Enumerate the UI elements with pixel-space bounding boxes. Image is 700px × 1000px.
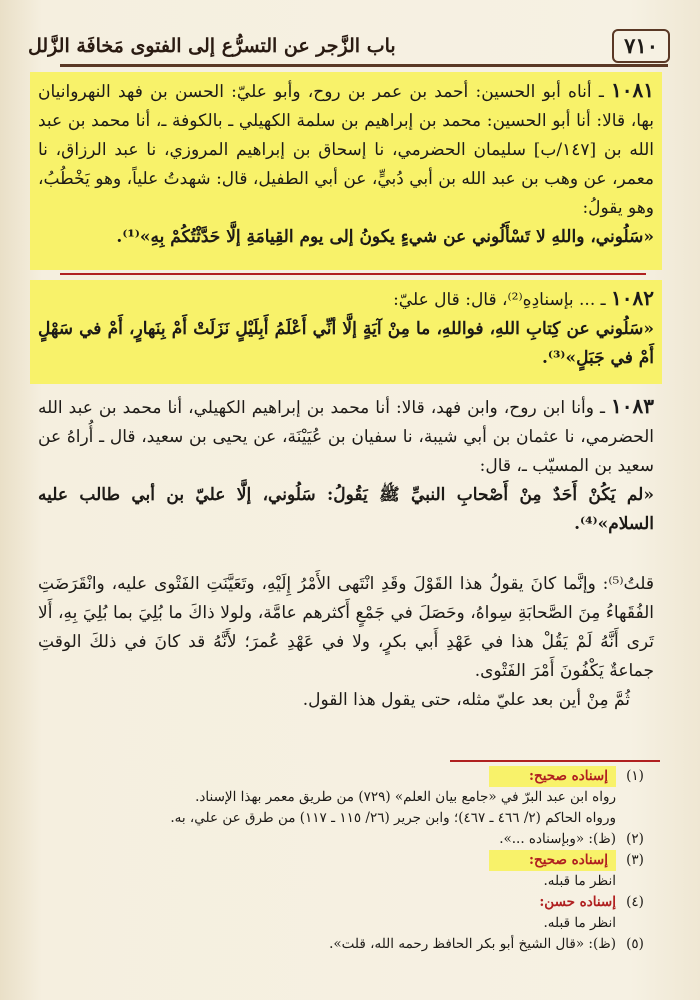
grading-label: إسناده صحيح: <box>489 766 616 787</box>
footnote-text: (ظ): «وبإسناده ...». <box>499 831 616 847</box>
author-commentary <box>38 570 654 715</box>
commentary-paragraph: ثُمَّ مِنْ أين بعد عليّ مثله، حتى يقول هذا القول. <box>302 690 630 710</box>
footnote-line: انظر ما قبله. <box>543 915 616 931</box>
footnote-number: (٣) <box>626 852 644 868</box>
page-header <box>28 26 670 66</box>
hadith-1083 <box>38 392 654 539</box>
chapter-title: باب الزَّجر عن التسرُّع إلى الفتوى مَخافَة الزَّلل <box>28 35 396 57</box>
hadith-1082 <box>38 284 654 373</box>
header-divider <box>60 64 668 67</box>
hadith-text: ـ أناه أبو الحسين: أحمد بن عمر بن روح، وأبو عليّ: الحسن بن فهد النهروانيان بها، قالا: أنا أبو الحسين: محمد بن إبراهيم بن سلمة الكهيلي ـ بالكوفة ـ، أنا محمد بن عبد الله بن [١٤٧/ب] سليمان الحضرمي، نا إسحاق بن إبراهيم المروزي، نا عبد الرزاق، نا معمر، عن وهب بن عبد الله بن أبي دُبيٍّ، عن أبي الطفيل، قال: شهدتُ علياً، وهو يَخْطُبُ، وهو يقولُ: <box>38 82 654 218</box>
hadith-quote: «سَلُوني عن كِتابِ اللهِ، فواللهِ، ما مِنْ آيَةٍ إلَّا أنِّي أَعْلَمُ أَبِلَيْلٍ نَزَلَتْ أَمْ بِنَهارٍ، أَمْ في سَهْلٍ أَمْ في جَبَلٍ»⁽³⁾. <box>38 319 654 368</box>
grading-label: إسناده صحيح: <box>489 850 616 871</box>
footnote-2 <box>38 829 654 850</box>
hadith-1081 <box>38 76 654 252</box>
footnote-divider <box>450 760 660 762</box>
footnote-line: ورواه الحاكم (٢/ ٤٦٦ ـ ٤٦٧)؛ وابن جرير (٢٦/ ١١٥ ـ ١١٧) من طرق عن علي، به. <box>170 810 616 826</box>
footnote-4 <box>38 892 654 913</box>
page-number: ٧١٠ <box>612 29 670 63</box>
commentary-paragraph: قلتُ⁽⁵⁾: وإنَّما كانَ يقولُ هذا القَوْلَ وقَدِ انْتَهى الأَمْرُ إِلَيْهِ، وتَعَيَّنَتِ الفَتْوى عليه، وانْقَرَضَتِ الفُقَهاءُ مِنَ الصَّحابَةِ سِواهُ، وحَصَلَ في جَمْعٍ أَكثرهم عامَّة، ولولا ذاكَ ما بُلِيَ بما بُلِيَ بِهِ، أَلا تَرى أَنَّهُ لَمْ يَقُلْ هذا في عَهْدِ أَبي بكرٍ، ولا في عَهْدِ عُمرَ؛ لأَنَّهُ قد كانَ في ذلكَ الوقتِ جماعةٌ يَكْفُونَ أَمْرَ الفَتْوى. <box>38 574 654 681</box>
red-underline <box>60 273 646 275</box>
footnote-line: رواه ابن عبد البرّ في «جامع بيان العلم» (٧٢٩) من طريق معمر بهذا الإسناد. <box>195 789 616 805</box>
footnote-number: (١) <box>626 768 644 784</box>
footnote-number: (٤) <box>626 894 644 910</box>
footnote-line: انظر ما قبله. <box>543 873 616 889</box>
hadith-number: ١٠٨٢ <box>611 286 654 310</box>
hadith-quote: «لم يَكُنْ أَحَدٌ مِنْ أَصْحابِ النبيِّ ﷺ يَقُولُ: سَلُوني، إلَّا عليّ بن أبي طالب عليه السلام»⁽⁴⁾. <box>38 485 654 534</box>
footnote-3 <box>38 850 654 871</box>
footnotes <box>38 766 654 955</box>
footnote-5 <box>38 934 654 955</box>
hadith-number: ١٠٨١ <box>611 78 654 102</box>
hadith-number: ١٠٨٣ <box>611 394 654 418</box>
grading-label: إسناده حسن: <box>539 894 616 910</box>
footnote-number: (٢) <box>626 831 644 847</box>
footnote-number: (٥) <box>626 936 644 952</box>
footnote-1 <box>38 766 654 787</box>
hadith-text: ـ ... بإسنادِهِ⁽²⁾، قال: قال عليّ: <box>393 290 612 310</box>
footnote-text: (ظ): «قال الشيخ أبو بكر الحافظ رحمه الله، قلت». <box>329 936 616 952</box>
hadith-text: ـ وأنا ابن روح، وابن فهد، قالا: أنا محمد بن إبراهيم الكهيلي، أنا محمد بن عبد الله الحضرمي، نا عثمان بن أبي شيبة، نا سفيان بن عُيَيْنَة، عن يحيى بن سعيد، قال ـ أُراهُ عن سعيد بن المسيّب ـ، قال: <box>38 398 654 476</box>
hadith-quote: «سَلُوني، واللهِ لا تَسْأَلُوني عن شيءٍ يكونُ إلى يوم القِيامَةِ إلَّا حَدَّثْتُكُمْ بِهِ»⁽¹⁾. <box>116 227 654 247</box>
